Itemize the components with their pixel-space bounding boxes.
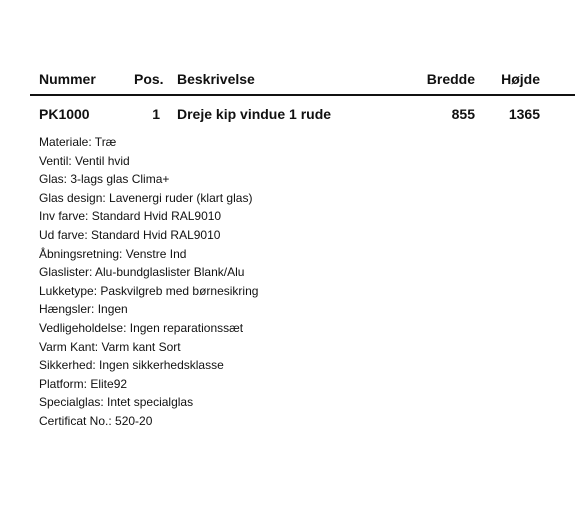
item-bredde: 855 — [451, 106, 475, 122]
property-line: Vedligeholdelse: Ingen reparationssæt — [39, 320, 244, 335]
header-hoejde: Højde — [501, 71, 540, 87]
header-nummer: Nummer — [39, 71, 96, 87]
property-line: Varm Kant: Varm kant Sort — [39, 339, 181, 354]
property-line: Platform: Elite92 — [39, 376, 128, 391]
property-line: Inv farve: Standard Hvid RAL9010 — [39, 209, 222, 224]
property-line: Ventil: Ventil hvid — [39, 153, 130, 168]
item-nummer: PK1000 — [39, 106, 90, 122]
property-line: Materiale: Træ — [39, 135, 117, 149]
property-list — [39, 133, 258, 431]
property-line: Certificat No.: 520-20 — [39, 413, 153, 428]
property-line: Åbningsretning: Venstre Ind — [39, 246, 187, 261]
property-line: Glaslister: Alu-bundglaslister Blank/Alu — [39, 265, 245, 280]
property-line: Glas design: Lavenergi ruder (klart glas) — [39, 190, 253, 205]
property-line: Ud farve: Standard Hvid RAL9010 — [39, 227, 221, 242]
property-line: Specialglas: Intet specialglas — [39, 395, 194, 410]
header-divider — [30, 94, 575, 96]
item-beskrivelse: Dreje kip vindue 1 rude — [177, 106, 332, 122]
property-line: Lukketype: Paskvilgreb med børnesikring — [39, 283, 259, 298]
header-pos: Pos. — [134, 71, 164, 87]
header-beskrivelse: Beskrivelse — [177, 71, 255, 87]
header-bredde: Bredde — [426, 71, 475, 87]
property-line: Hængsler: Ingen — [39, 302, 128, 317]
item-pos: 1 — [152, 106, 160, 122]
item-hoejde: 1365 — [508, 106, 540, 122]
property-line: Sikkerhed: Ingen sikkerhedsklasse — [39, 358, 224, 373]
property-line: Glas: 3-lags glas Clima+ — [39, 172, 170, 187]
